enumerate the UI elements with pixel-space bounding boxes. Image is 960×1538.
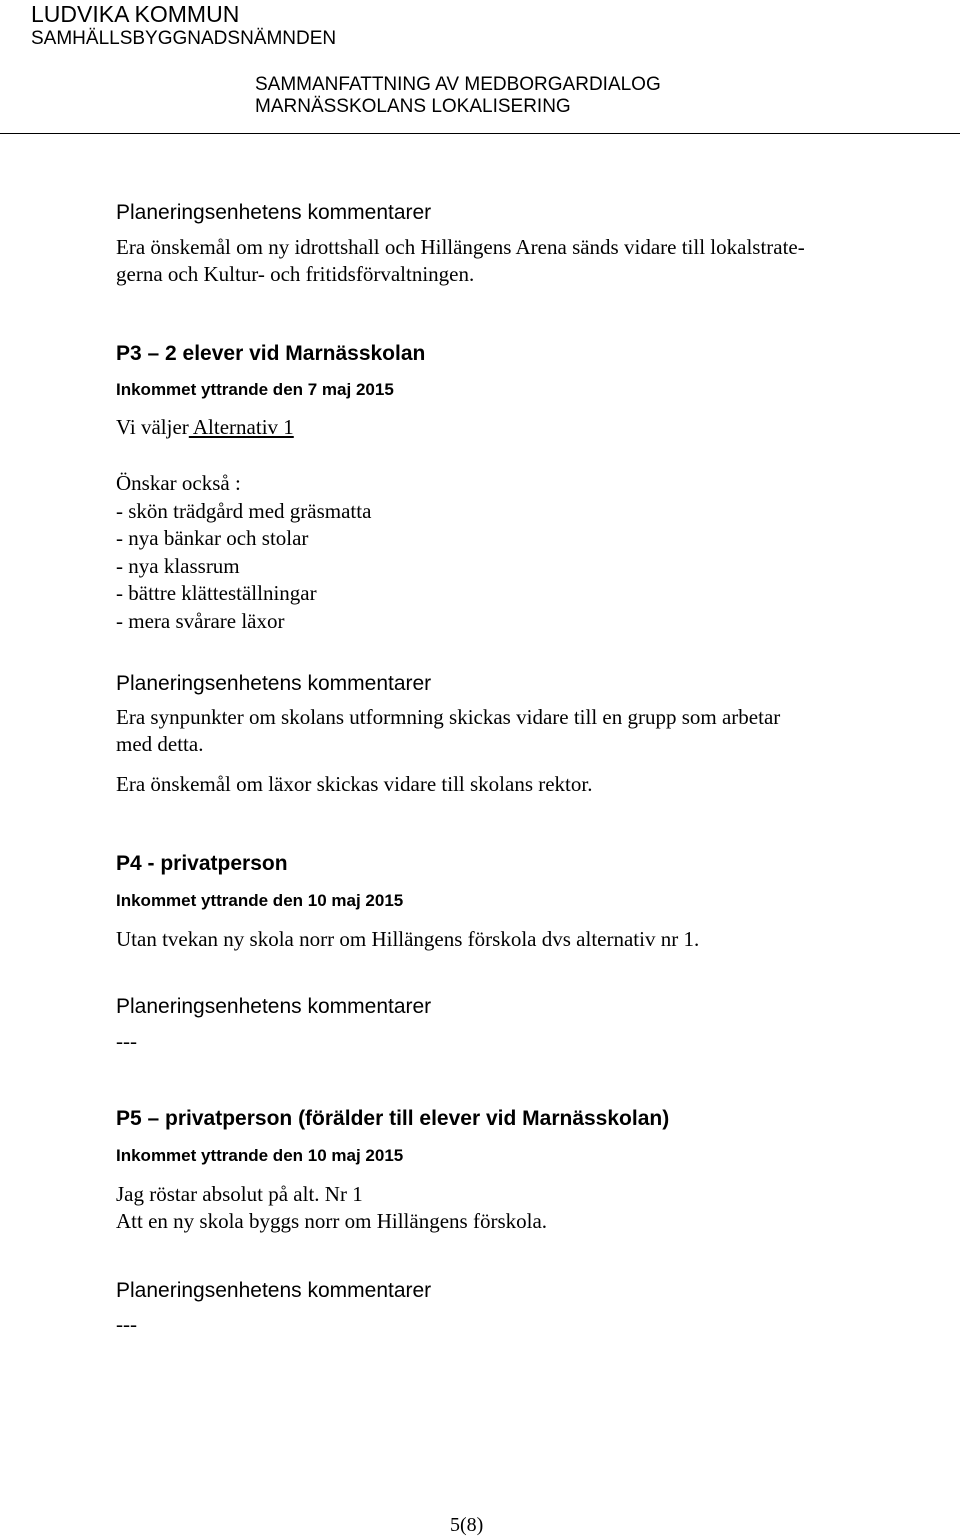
p5-received-date: Inkommet yttrande den 10 maj 2015 xyxy=(116,1146,404,1165)
p3-wish-item: - nya klassrum xyxy=(116,553,240,578)
p3-wish-item: - mera svårare läxor xyxy=(116,608,285,633)
p5-heading: P5 – privatperson (förälder till elever vid Marnässkolan) xyxy=(116,1107,670,1130)
p4-comment: --- xyxy=(116,1029,137,1053)
p4-comment-heading: Planeringsenhetens kommentarer xyxy=(116,995,432,1018)
p5-comment: --- xyxy=(116,1312,137,1336)
organization-name: LUDVIKA KOMMUN xyxy=(31,1,240,27)
p4-heading: P4 - privatperson xyxy=(116,852,288,875)
p3-choice-value: Alternativ 1 xyxy=(188,415,294,439)
p3-wish-item: - bättre klätteställningar xyxy=(116,581,317,605)
p3-wishes-label: Önskar också : xyxy=(116,471,241,495)
p3-comment-line: Era önskemål om läxor skickas vidare till skolans rektor. xyxy=(116,772,593,796)
p3-wish-item: - skön trädgård med gräsmatta xyxy=(116,498,372,523)
p5-comment-heading: Planeringsenhetens kommentarer xyxy=(116,1279,432,1302)
p4-received-date: Inkommet yttrande den 10 maj 2015 xyxy=(116,891,404,910)
intro-comment-line: Era önskemål om ny idrottshall och Hillängens Arena sänds vidare till lokalstrate- xyxy=(116,235,805,259)
p3-comment-heading: Planeringsenhetens kommentarer xyxy=(116,672,432,695)
p3-choice xyxy=(116,414,294,442)
p3-choice-prefix: Vi väljer xyxy=(116,415,189,439)
page-number: 5(8) xyxy=(450,1514,484,1536)
p3-comment-line: Era synpunkter om skolans utformning skickas vidare till en grupp som arbetar xyxy=(116,705,781,729)
p3-received-date: Inkommet yttrande den 7 maj 2015 xyxy=(116,380,394,399)
p5-text-line: Jag röstar absolut på alt. Nr 1 xyxy=(116,1182,363,1206)
intro-comment-line: gerna och Kultur- och fritidsförvaltningen. xyxy=(116,262,475,286)
intro-comment-heading: Planeringsenhetens kommentarer xyxy=(116,201,432,224)
document-subject: MARNÄSSKOLANS LOKALISERING xyxy=(255,96,571,117)
p3-comment-line: med detta. xyxy=(116,732,204,756)
p5-text-line: Att en ny skola byggs norr om Hillängens förskola. xyxy=(116,1209,548,1233)
document-title: SAMMANFATTNING AV MEDBORGARDIALOG xyxy=(255,74,661,95)
header-divider xyxy=(0,133,960,134)
p3-wish-item: - nya bänkar och stolar xyxy=(116,526,309,550)
board-name: SAMHÄLLSBYGGNADSNÄMNDEN xyxy=(31,28,337,49)
p4-text: Utan tvekan ny skola norr om Hillängens förskola dvs alternativ nr 1. xyxy=(116,927,700,951)
p3-heading: P3 – 2 elever vid Marnässkolan xyxy=(116,342,426,365)
